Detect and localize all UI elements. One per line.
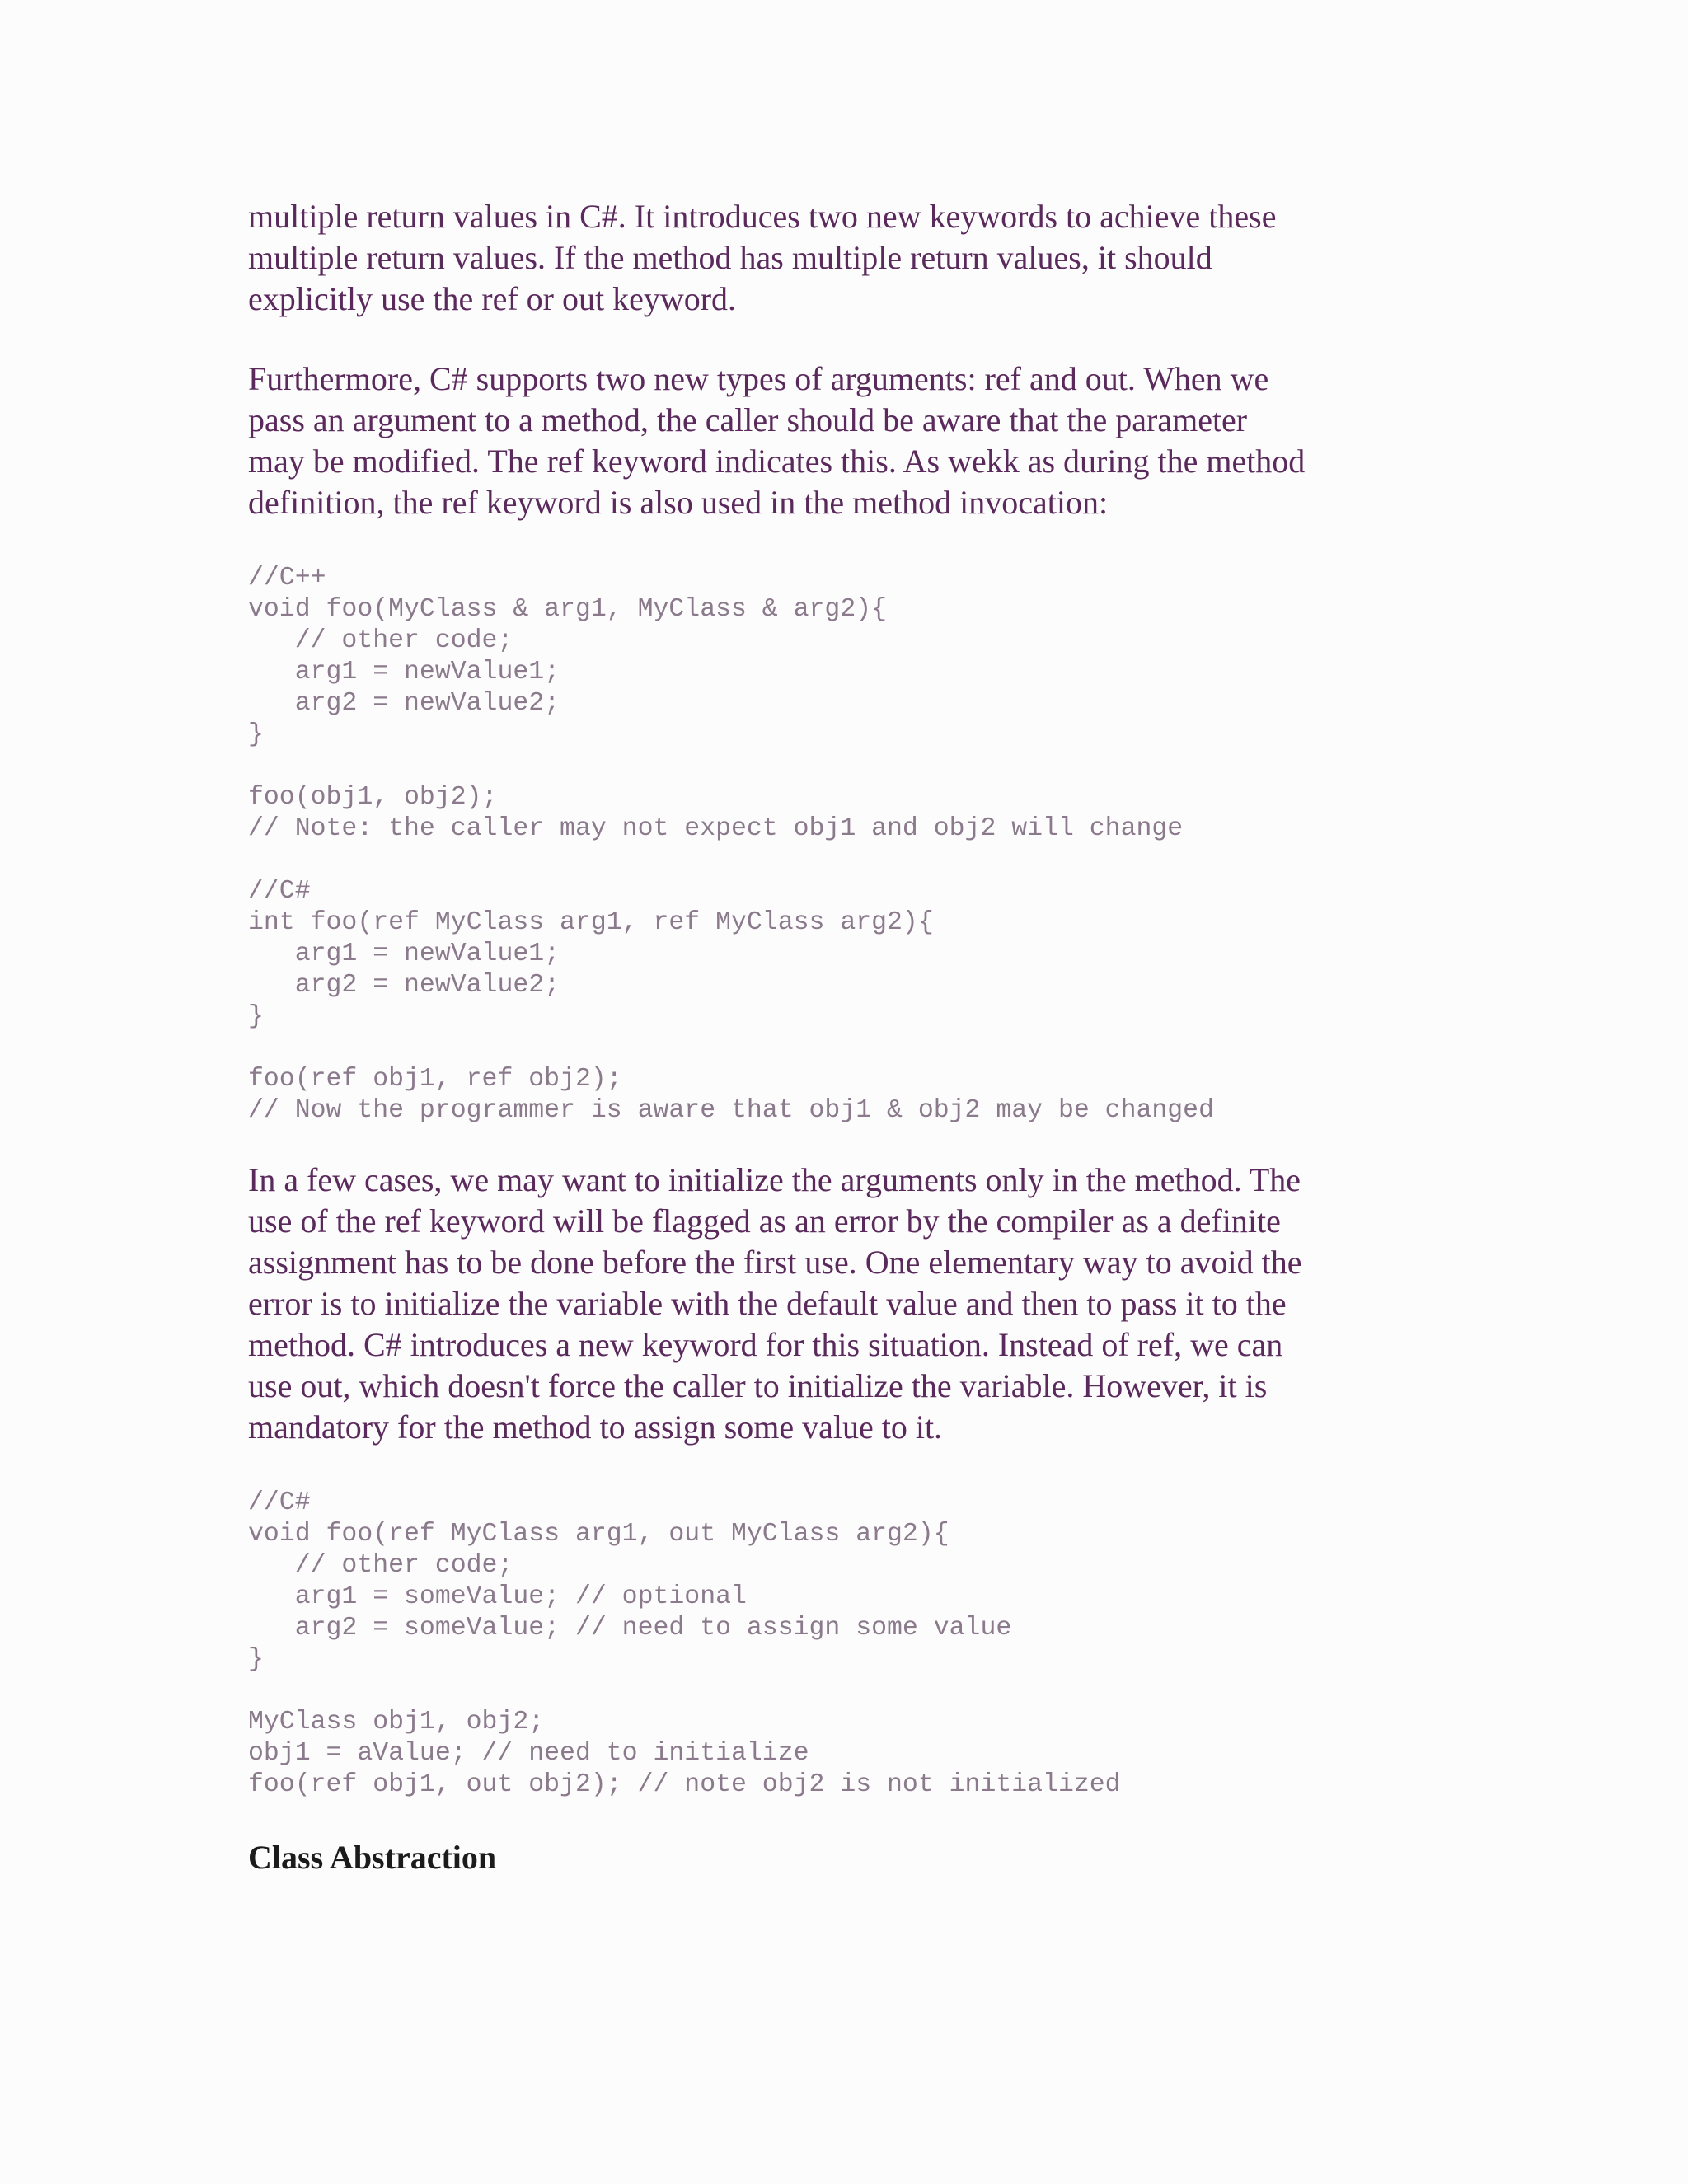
code-line: // other code;: [248, 626, 513, 655]
code-line: arg1 = newValue1;: [248, 658, 560, 687]
code-line: arg1 = newValue1;: [248, 940, 560, 968]
code-line: }: [248, 1002, 264, 1031]
text-line: Furthermore, C# supports two new types of arguments: ref and out. When we: [248, 360, 1269, 397]
text-line: error is to initialize the variable with the default value and then to pass it to the: [248, 1285, 1287, 1322]
paragraph-multiple-return-values: [248, 196, 1451, 320]
document-page: [248, 196, 1451, 1878]
code-line: foo(ref obj1, out obj2); // note obj2 is not initialized: [248, 1770, 1121, 1799]
text-line: pass an argument to a method, the caller should be aware that the parameter: [248, 401, 1248, 438]
code-line: obj1 = aValue; // need to initialize: [248, 1739, 809, 1768]
code-line: arg2 = someValue; // need to assign some value: [248, 1614, 1012, 1643]
code-line: arg1 = someValue; // optional: [248, 1582, 747, 1611]
code-line: //C#: [248, 1488, 311, 1517]
text-line: explicitly use the ref or out keyword.: [248, 280, 737, 317]
code-block-ref-example: [248, 563, 1451, 1127]
text-line: mandatory for the method to assign some value to it.: [248, 1408, 943, 1446]
code-line: arg2 = newValue2;: [248, 689, 560, 718]
code-line: // Note: the caller may not expect obj1 and obj2 will change: [248, 814, 1184, 843]
code-line: [248, 845, 1451, 876]
code-block-out-example: [248, 1488, 1451, 1801]
code-line: int foo(ref MyClass arg1, ref MyClass arg2){: [248, 908, 934, 937]
code-line: // Now the programmer is aware that obj1 & obj2 may be changed: [248, 1096, 1214, 1125]
text-line: multiple return values in C#. It introduces two new keywords to achieve these: [248, 198, 1277, 235]
text-line: multiple return values. If the method has multiple return values, it should: [248, 239, 1212, 276]
code-line: foo(obj1, obj2);: [248, 783, 498, 812]
code-line: }: [248, 720, 264, 749]
text-line: use of the ref keyword will be flagged as an error by the compiler as a definite: [248, 1202, 1281, 1240]
code-line: [248, 751, 1451, 782]
text-line: method. C# introduces a new keyword for this situation. Instead of ref, we can: [248, 1326, 1283, 1363]
text-line: definition, the ref keyword is also used in the method invocation:: [248, 484, 1109, 521]
code-line: foo(ref obj1, ref obj2);: [248, 1065, 622, 1094]
code-line: }: [248, 1645, 264, 1674]
code-line: MyClass obj1, obj2;: [248, 1708, 545, 1736]
code-line: arg2 = newValue2;: [248, 971, 560, 1000]
code-line: [248, 1675, 1451, 1707]
paragraph-ref-and-out: [248, 359, 1451, 523]
section-heading: Class Abstraction: [248, 1839, 497, 1876]
text-line: use out, which doesn't force the caller to initialize the variable. However, it is: [248, 1367, 1268, 1404]
code-line: [248, 1033, 1451, 1064]
code-line: void foo(MyClass & arg1, MyClass & arg2){: [248, 595, 888, 624]
code-line: void foo(ref MyClass arg1, out MyClass arg2){: [248, 1520, 950, 1549]
code-line: //C#: [248, 877, 311, 906]
text-line: may be modified. The ref keyword indicates this. As wekk as during the method: [248, 443, 1306, 480]
text-line: In a few cases, we may want to initialize the arguments only in the method. The: [248, 1161, 1301, 1198]
code-line: //C++: [248, 564, 326, 593]
code-line: // other code;: [248, 1551, 513, 1580]
text-line: assignment has to be done before the first use. One elementary way to avoid the: [248, 1244, 1302, 1281]
paragraph-out-keyword: [248, 1160, 1451, 1448]
